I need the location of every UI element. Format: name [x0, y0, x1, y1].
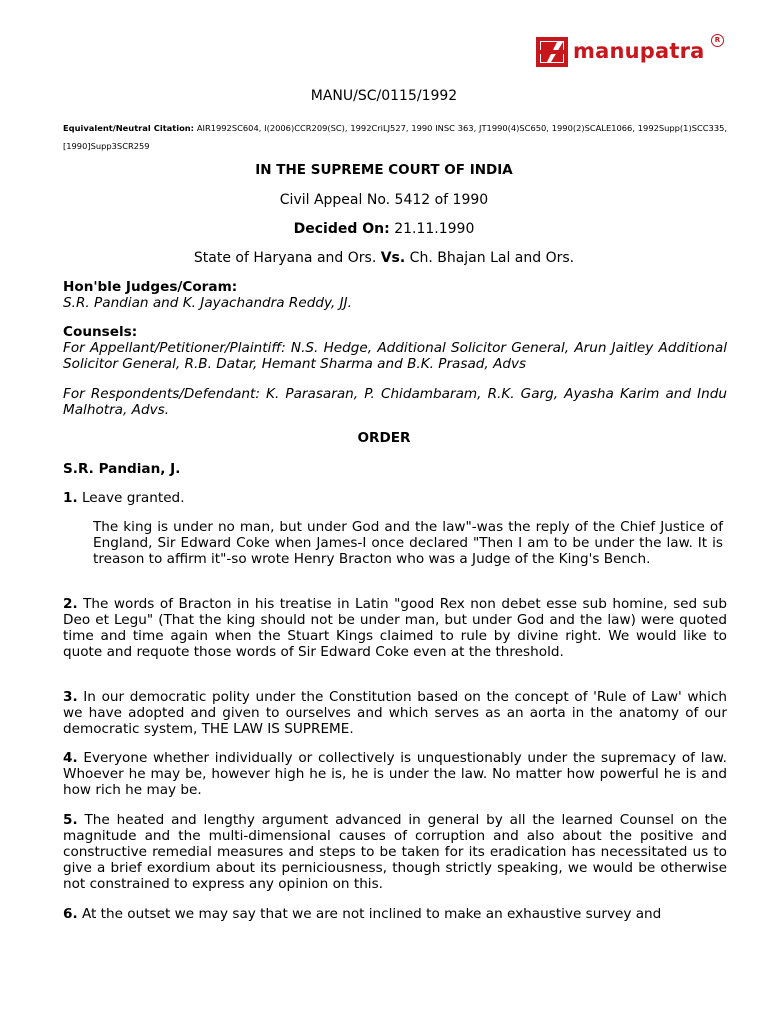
paragraph-text: Everyone whether individually or collectively is unquestionably under the supremacy of law. Whoever he may be, however high he is, he is under the law. No matter how powerful he is and how rich he may be. [63, 750, 727, 798]
paragraph-number: 6. [63, 906, 78, 922]
judges-heading: Hon'ble Judges/Coram: [63, 279, 238, 295]
paragraph-number: 3. [63, 689, 78, 705]
paragraph-number: 1. [63, 490, 78, 506]
manupatra-logo [535, 34, 725, 68]
paragraph-number: 5. [63, 812, 78, 828]
paragraph-text: At the outset we may say that we are not inclined to make an exhaustive survey and [77, 906, 662, 922]
counsels-heading: Counsels: [63, 324, 138, 340]
paragraph-3 [63, 689, 727, 737]
paragraph-number: 4. [63, 750, 78, 766]
paragraph-text: In our democratic polity under the Constitution based on the concept of 'Rule of Law' which we have adopted and given to ourselves and which serves as an aorta in the anatomy of our democratic system, THE LAW IS SUPREME. [63, 689, 727, 737]
paragraph-6 [63, 906, 727, 922]
paragraph-5 [63, 812, 727, 892]
party-appellant: State of Haryana and Ors. [193, 250, 377, 266]
counsel-respondent: For Respondents/Defendant: K. Parasaran, P. Chidambaram, R.K. Garg, Ayasha Karim and Indu Malhotra, Advs. [63, 386, 727, 418]
paragraph-1 [63, 490, 727, 506]
counsel-appellant: For Appellant/Petitioner/Plaintiff: N.S. Hedge, Additional Solicitor General, Arun Jaitley Additional Solicitor General, R.B. Datar, Hemant Sharma and B.K. Prasad, Advs [63, 340, 727, 372]
paragraph-text: The words of Bracton in his treatise in Latin "good Rex non debet esse sub homine, sed sub Deo et Legu" (That the king should not be under man, but under God and the law) were quoted time and time again when the Stuart Kings claimed to rule by divine right. We would like to quote and requote those words of Sir Edward Coke even at the threshold. [63, 596, 727, 660]
logo-wordmark: manupatra [573, 39, 705, 63]
decided-date: 21.11.1990 [394, 221, 475, 237]
order-author: S.R. Pandian, J. [63, 461, 181, 477]
registered-icon: R [711, 34, 724, 47]
manupatra-logo-icon [535, 36, 569, 68]
judges-names: S.R. Pandian and K. Jayachandra Reddy, JJ. [63, 295, 352, 311]
citation-line [63, 119, 727, 155]
citation-label: Equivalent/Neutral Citation: [63, 123, 195, 133]
court-name: IN THE SUPREME COURT OF INDIA [255, 162, 513, 178]
versus: Vs. [380, 250, 406, 266]
quote-block [93, 519, 723, 567]
decided-label: Decided On: [293, 221, 390, 237]
paragraph-text: Leave granted. [77, 490, 185, 506]
appeal-number: Civil Appeal No. 5412 of 1990 [279, 192, 489, 208]
case-parties [0, 250, 768, 266]
citation-text: AIR1992SC604, I(2006)CCR209(SC), 1992CriLJ527, 1990 INSC 363, JT1990(4)SC650, 1990(2)SCALE1066, 1992Supp(1)SCC335, [1990]Supp3SCR259 [63, 123, 728, 151]
party-respondent: Ch. Bhajan Lal and Ors. [409, 250, 575, 266]
paragraph-2 [63, 596, 727, 660]
quote-text: The king is under no man, but under God and the law"-was the reply of the Chief Justice of England, Sir Edward Coke when James-I once declared "Then I am to be under the law. It is treason to affirm it"-so wrote Henry Bracton who was a Judge of the King's Bench. [93, 519, 723, 567]
paragraph-4 [63, 750, 727, 798]
paragraph-number: 2. [63, 596, 78, 612]
manu-id: MANU/SC/0115/1992 [310, 88, 458, 104]
paragraph-text: The heated and lengthy argument advanced in general by all the learned Counsel on the magnitude and the multi-dimensional causes of corruption and also about the positive and constructive remedial measures and steps to be taken for its eradication has necessitated us to give a brief exordium about its perniciousness, though strictly speaking, we would be otherwise not constrained to express any opinion on this. [63, 812, 727, 892]
order-heading: ORDER [357, 430, 411, 446]
decided-on [0, 221, 768, 237]
